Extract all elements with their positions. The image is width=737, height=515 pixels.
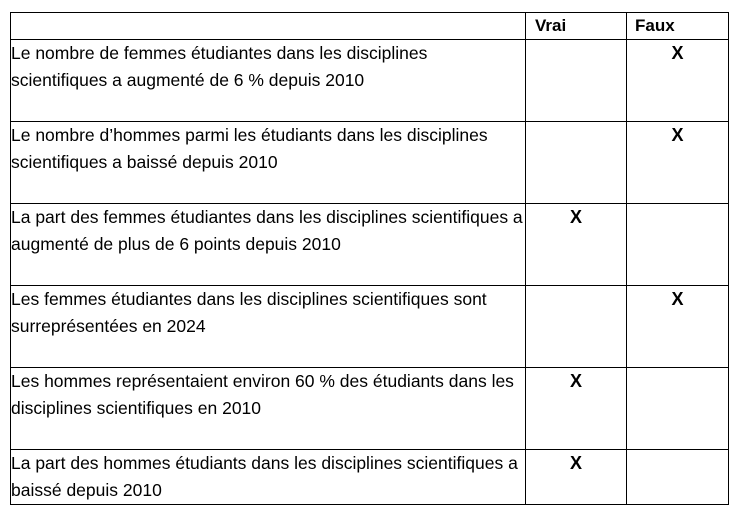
table-row xyxy=(11,450,729,505)
vrai-mark: X xyxy=(526,204,627,286)
faux-mark xyxy=(627,450,729,505)
table-header-row xyxy=(11,13,729,40)
faux-mark: X xyxy=(627,40,729,122)
statement-cell: Les femmes étudiantes dans les disciplines scientifiques sont surreprésentées en 2024 xyxy=(11,286,526,368)
vrai-mark xyxy=(526,286,627,368)
faux-mark xyxy=(627,204,729,286)
statement-cell: Le nombre d’hommes parmi les étudiants dans les disciplines scientifiques a baissé depuis 2010 xyxy=(11,122,526,204)
table-row xyxy=(11,122,729,204)
table-row xyxy=(11,368,729,450)
header-faux: Faux xyxy=(627,13,729,40)
header-statement xyxy=(11,13,526,40)
statement-cell: Les hommes représentaient environ 60 % des étudiants dans les disciplines scientifiques en 2010 xyxy=(11,368,526,450)
table-row xyxy=(11,204,729,286)
vrai-mark xyxy=(526,122,627,204)
table-row xyxy=(11,286,729,368)
faux-mark: X xyxy=(627,122,729,204)
statement-cell: La part des hommes étudiants dans les disciplines scientifiques a baissé depuis 2010 xyxy=(11,450,526,505)
statement-cell: La part des femmes étudiantes dans les disciplines scientifiques a augmenté de plus de 6 points depuis 2010 xyxy=(11,204,526,286)
vrai-mark: X xyxy=(526,450,627,505)
statement-cell: Le nombre de femmes étudiantes dans les disciplines scientifiques a augmenté de 6 % depuis 2010 xyxy=(11,40,526,122)
faux-mark: X xyxy=(627,286,729,368)
table-row xyxy=(11,40,729,122)
vrai-mark xyxy=(526,40,627,122)
header-vrai: Vrai xyxy=(526,13,627,40)
faux-mark xyxy=(627,368,729,450)
vrai-mark: X xyxy=(526,368,627,450)
true-false-table xyxy=(10,12,729,505)
